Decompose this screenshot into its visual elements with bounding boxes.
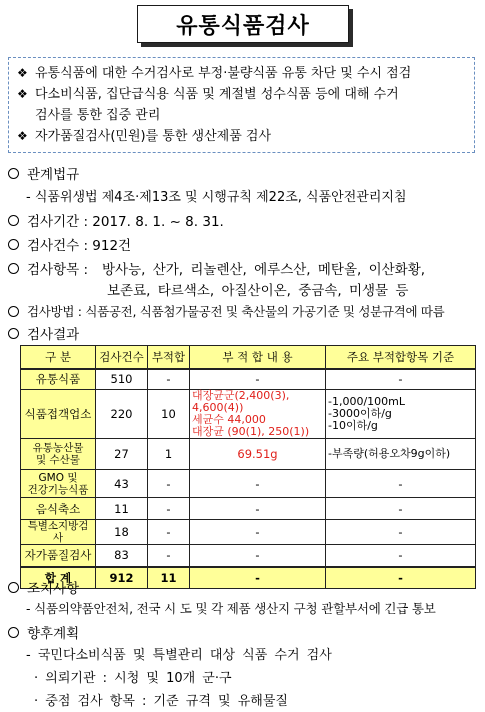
table-total-row [21,567,476,589]
diamond-bullet-icon: ❖ [17,66,28,80]
detail-cell: - [190,520,326,545]
plan-detail: · 의뢰기관 : 시청 및 10개 군·구 [34,671,232,686]
section-heading: 향후계획 [27,626,80,642]
fail-cell: 11 [148,567,190,589]
summary-line [17,105,466,126]
standard-cell: - [326,567,476,589]
fail-cell: 1 [148,439,190,470]
detail-cell: - [190,545,326,567]
standard-cell: - [326,520,476,545]
column-header: 주요 부적합항목 기준 [326,346,476,369]
circle-bullet-icon [8,168,19,179]
detail-cell: - [190,470,326,498]
column-header: 검사건수 [96,346,148,369]
action-detail: - 식품의약품안전처, 전국 시 도 및 각 제품 생산지 구청 관할부서에 긴급 통보 [26,601,436,616]
fail-cell: 10 [148,390,190,439]
total-label-cell: 합 계 [21,567,96,589]
count-cell: 220 [96,390,148,439]
category-cell: GMO 및 건강기능식품 [21,470,96,498]
detail-cell: - [190,498,326,520]
circle-bullet-icon [8,306,19,317]
column-header: 부적합 [148,346,190,369]
summary-line [17,84,466,105]
category-cell: 음식축소 [21,498,96,520]
fail-cell: - [148,369,190,390]
plan-detail: - 국민다소비식품 및 특별관리 대상 식품 수거 검사 [26,648,332,663]
fail-cell: - [148,545,190,567]
section-period [8,210,224,230]
table-row [21,390,476,439]
summary-line [17,63,466,84]
standard-cell: - [326,369,476,390]
category-cell: 유통식품 [21,369,96,390]
table-row [21,520,476,545]
section-heading: 조치사항 [27,581,80,597]
summary-text: 유통식품에 대한 수거검사로 부정·불량식품 유통 차단 및 수시 점검 [35,66,412,81]
standard-cell: - [326,470,476,498]
count-cell: 18 [96,520,148,545]
section-heading: 관계법규 [27,167,80,183]
fail-cell: - [148,498,190,520]
section-count [8,234,131,254]
count-cell: 510 [96,369,148,390]
column-header: 구 분 [21,346,96,369]
table-header-row [21,346,476,369]
detail-cell: 69.51g [190,439,326,470]
table-row [21,498,476,520]
summary-text: 다소비식품, 집단급식용 식품 및 계절별 성수식품 등에 대해 수거 [35,87,399,102]
section-method [8,302,444,320]
section-items [8,258,425,278]
circle-bullet-icon [8,582,19,593]
category-cell: 유통농산물 및 수산물 [21,439,96,470]
section-heading: 검사기간 : 2017. 8. 1. ~ 8. 31. [27,214,224,230]
category-cell: 식품접객업소 [21,390,96,439]
standard-cell: - [326,498,476,520]
circle-bullet-icon [8,215,19,226]
section-heading: 검사결과 [27,327,80,343]
fail-cell: - [148,470,190,498]
summary-box [8,57,475,153]
table-row [21,545,476,567]
count-cell: 27 [96,439,148,470]
standard-cell: -1,000/100mL -3000이하/g -10이하/g [326,390,476,439]
count-cell: 912 [96,567,148,589]
circle-bullet-icon [8,263,19,274]
circle-bullet-icon [8,239,19,250]
section-action [8,577,79,597]
diamond-bullet-icon: ❖ [17,87,28,101]
detail-cell: - [190,567,326,589]
section-law [8,163,79,183]
column-header: 부 적 합 내 용 [190,346,326,369]
detail-cell: 대장균군(2,400(3), 4,600(4)) 세균수 44,000 대장균 (90(1), 250(1)) [190,390,326,439]
count-cell: 11 [96,498,148,520]
circle-bullet-icon [8,627,19,638]
fail-cell: - [148,520,190,545]
summary-line [17,126,466,147]
table-row [21,369,476,390]
section-plan [8,622,79,642]
table-row [21,470,476,498]
standard-cell: -부족량(허용오차9g이하) [326,439,476,470]
plan-detail: · 중점 검사 항목 : 기준 규격 및 유해물질 [34,694,288,709]
section-heading: 검사건수 : 912건 [27,238,132,254]
category-cell: 자가품질검사 [21,545,96,567]
items-line: 방사능, 산가, 리놀렌산, 에루스산, 메탄올, 이산화황, [102,262,426,278]
result-table [20,345,476,589]
summary-text: 자가품질검사(민원)를 통한 생산제품 검사 [35,129,272,144]
summary-text: 검사를 통한 집중 관리 [35,108,161,123]
category-cell: 특별소지방검사 [21,520,96,545]
section-result [8,323,79,343]
section-heading: 검사방법 : 식품공전, 식품첨가물공전 및 축산물의 가공기준 및 성분규격에 따름 [27,304,445,319]
page-title: 유통식품검사 [137,5,349,43]
diamond-bullet-icon: ❖ [17,129,28,143]
circle-bullet-icon [8,328,19,339]
table-row [21,439,476,470]
standard-cell: - [326,545,476,567]
section-heading: 검사항목 : [27,262,89,278]
law-detail: - 식품위생법 제4조·제13조 및 시행규칙 제22조, 식품안전관리지침 [26,190,407,205]
count-cell: 43 [96,470,148,498]
items-line: 보존료, 타르색소, 아질산이온, 중금속, 미생물 등 [107,283,409,299]
count-cell: 83 [96,545,148,567]
detail-cell: - [190,369,326,390]
